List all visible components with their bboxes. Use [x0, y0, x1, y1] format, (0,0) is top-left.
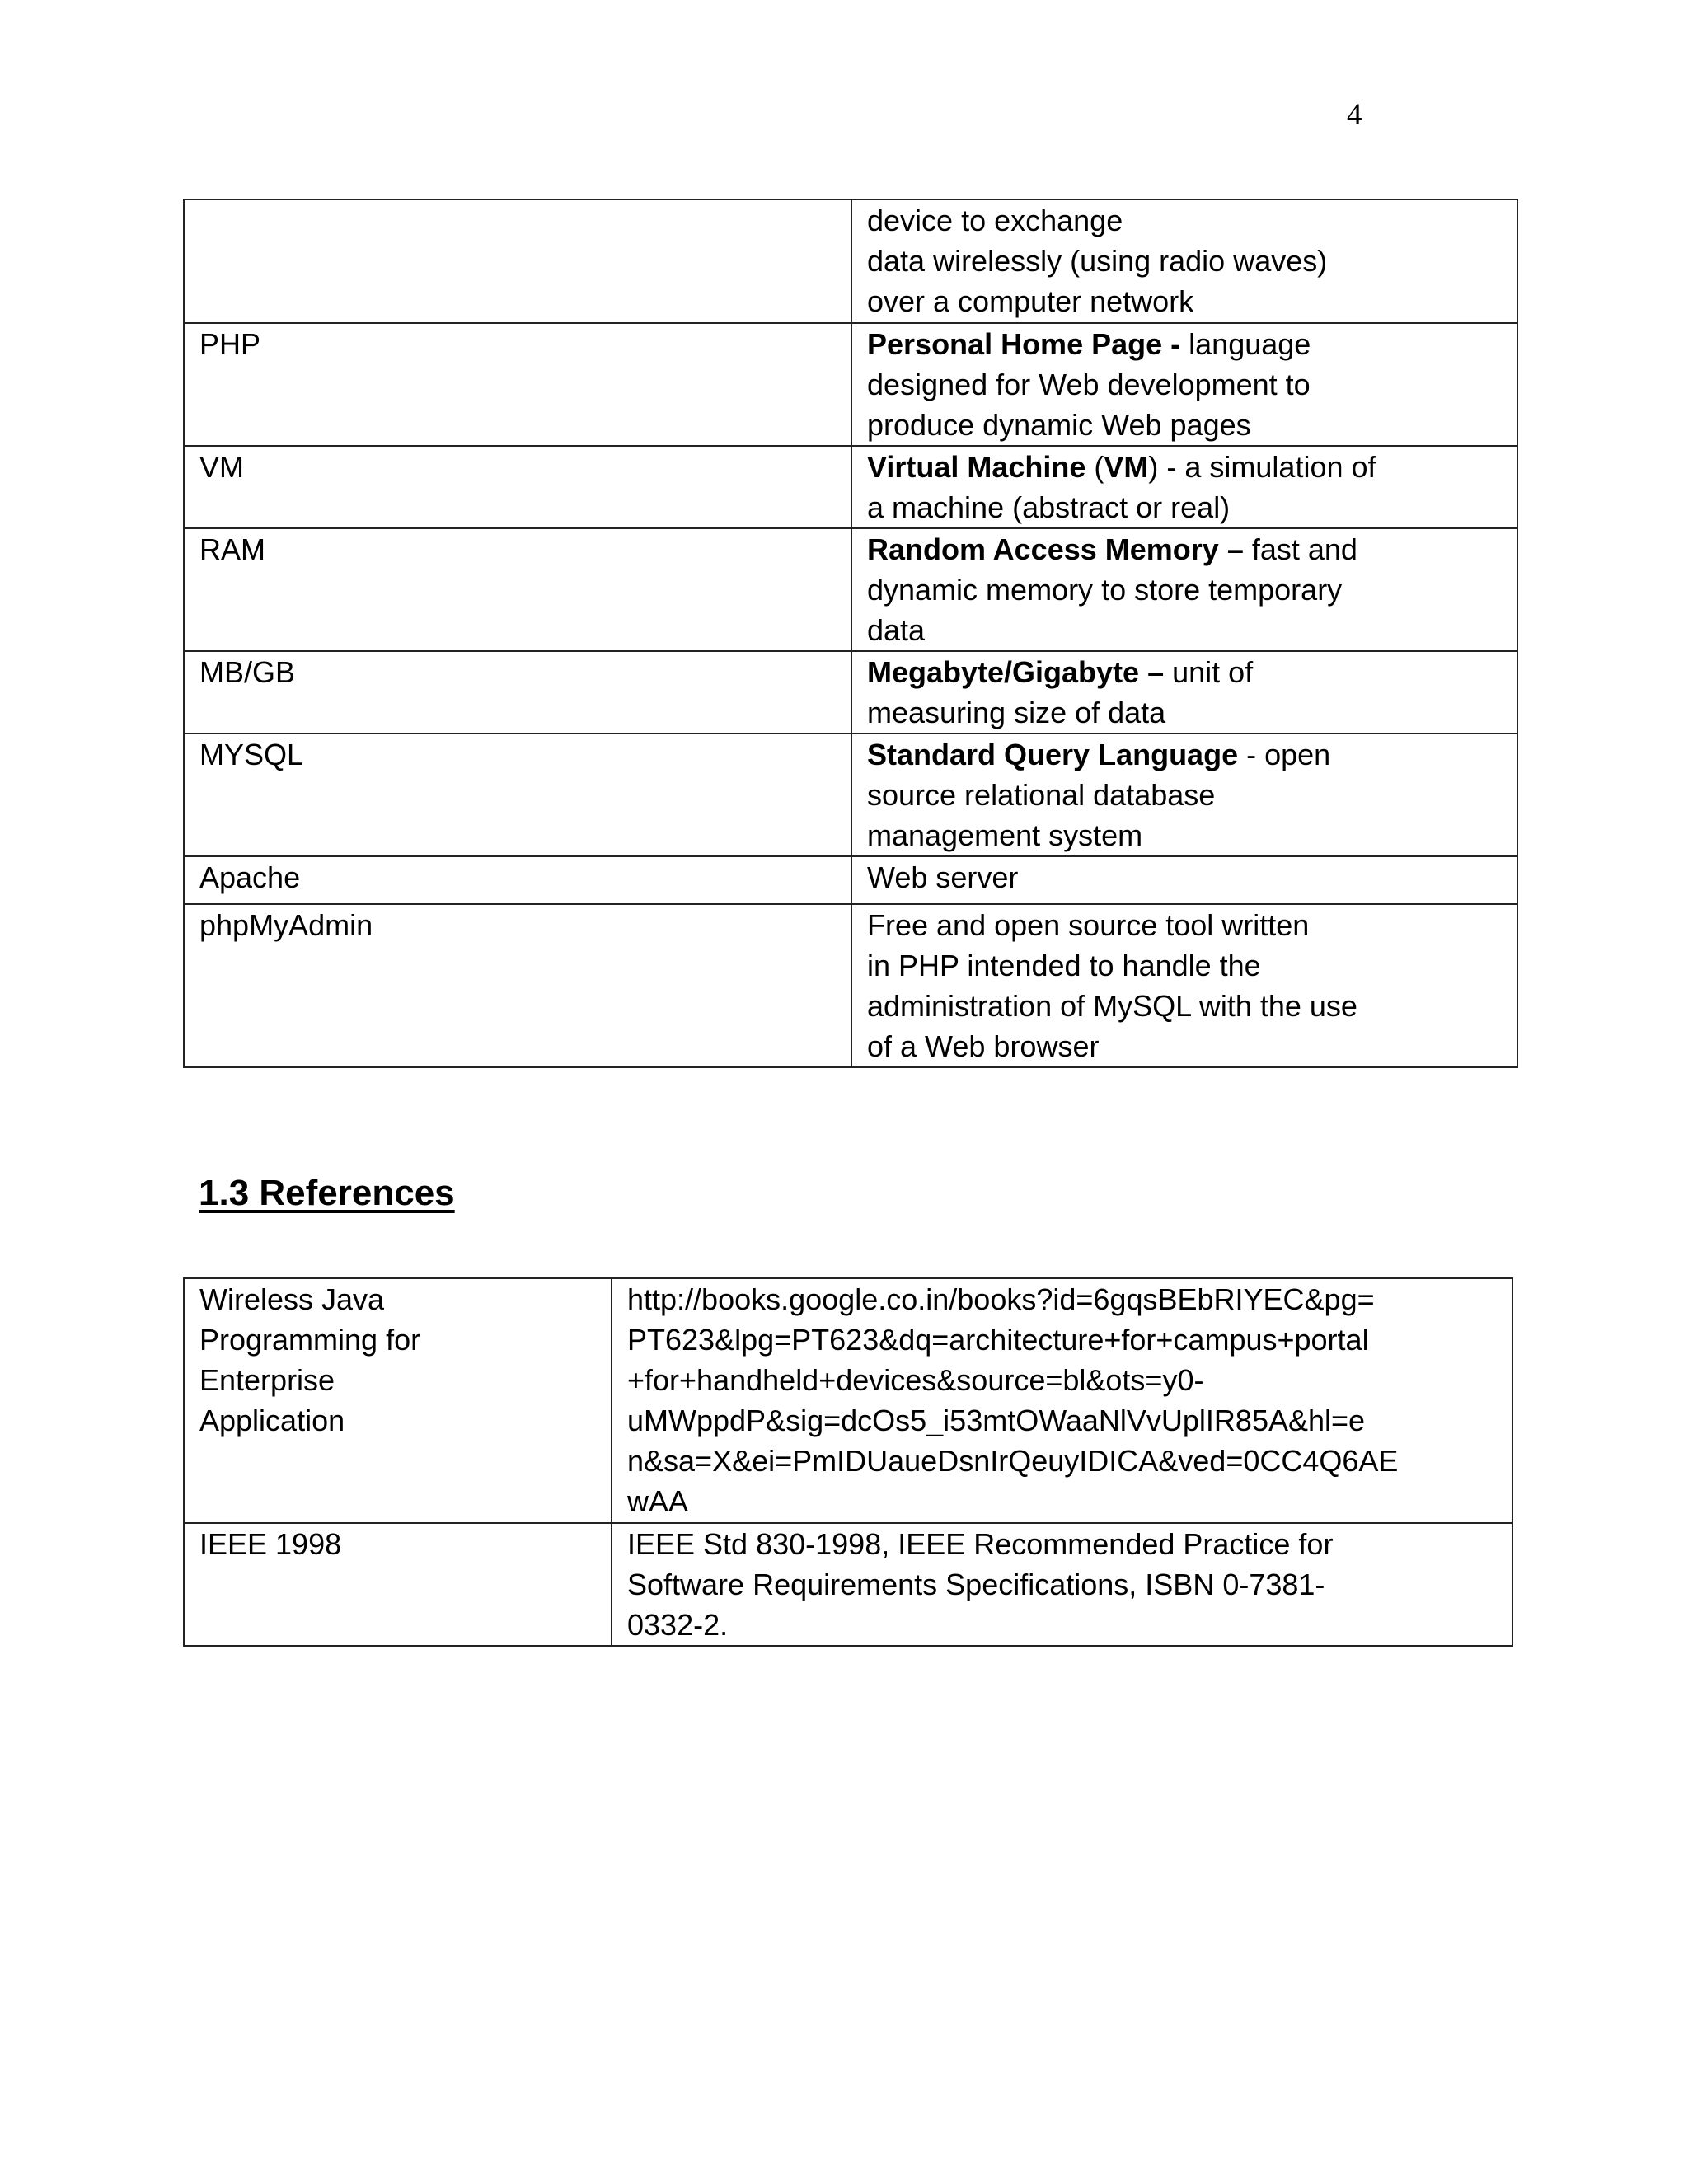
glossary-definition: Random Access Memory – fast and dynamic memory to store temporary data: [851, 528, 1517, 651]
glossary-term: PHP: [184, 323, 851, 446]
glossary-term: MB/GB: [184, 651, 851, 733]
page-number: 4: [1347, 98, 1362, 132]
reference-detail: IEEE Std 830-1998, IEEE Recommended Practice for Software Requirements Specifications, ISBN 0-7381- 0332-2.: [612, 1523, 1512, 1646]
glossary-definition: Virtual Machine (VM) - a simulation of a machine (abstract or real): [851, 446, 1517, 528]
section-heading-references: 1.3 References: [199, 1173, 455, 1213]
glossary-term: Apache: [184, 856, 851, 904]
table-row: [184, 446, 1517, 528]
glossary-definition: Standard Query Language - open source relational database management system: [851, 733, 1517, 856]
glossary-table: [183, 199, 1518, 1068]
reference-source: Wireless Java Programming for Enterprise Application: [184, 1278, 612, 1523]
table-row: [184, 323, 1517, 446]
table-row: [184, 1523, 1512, 1646]
reference-source: IEEE 1998: [184, 1523, 612, 1646]
table-row: [184, 651, 1517, 733]
glossary-definition: Megabyte/Gigabyte – unit of measuring size of data: [851, 651, 1517, 733]
glossary-definition: Personal Home Page - language designed for Web development to produce dynamic Web pages: [851, 323, 1517, 446]
glossary-definition: Web server: [851, 856, 1517, 904]
glossary-term: MYSQL: [184, 733, 851, 856]
glossary-term: VM: [184, 446, 851, 528]
table-row: [184, 856, 1517, 904]
table-row: [184, 199, 1517, 323]
table-row: [184, 733, 1517, 856]
table-row: [184, 904, 1517, 1067]
table-row: [184, 1278, 1512, 1523]
glossary-definition: Free and open source tool written in PHP intended to handle the administration of MySQL with the use of a Web browser: [851, 904, 1517, 1067]
glossary-term: phpMyAdmin: [184, 904, 851, 1067]
references-table: [183, 1277, 1513, 1647]
table-row: [184, 528, 1517, 651]
glossary-definition: device to exchange data wirelessly (using radio waves) over a computer network: [851, 199, 1517, 323]
reference-detail: http://books.google.co.in/books?id=6gqsBEbRIYEC&pg= PT623&lpg=PT623&dq=architecture+for+campus+portal +for+handheld+devices&source=bl&ots=y0- uMWppdP&sig=dcOs5_i53mtOWaaNlVvUplIR85A&hl=e n&sa=X&ei=PmIDUaueDsnIrQeuyIDICA&ved=0CC4Q6AE wAA: [612, 1278, 1512, 1523]
glossary-term: RAM: [184, 528, 851, 651]
glossary-term: [184, 199, 851, 323]
